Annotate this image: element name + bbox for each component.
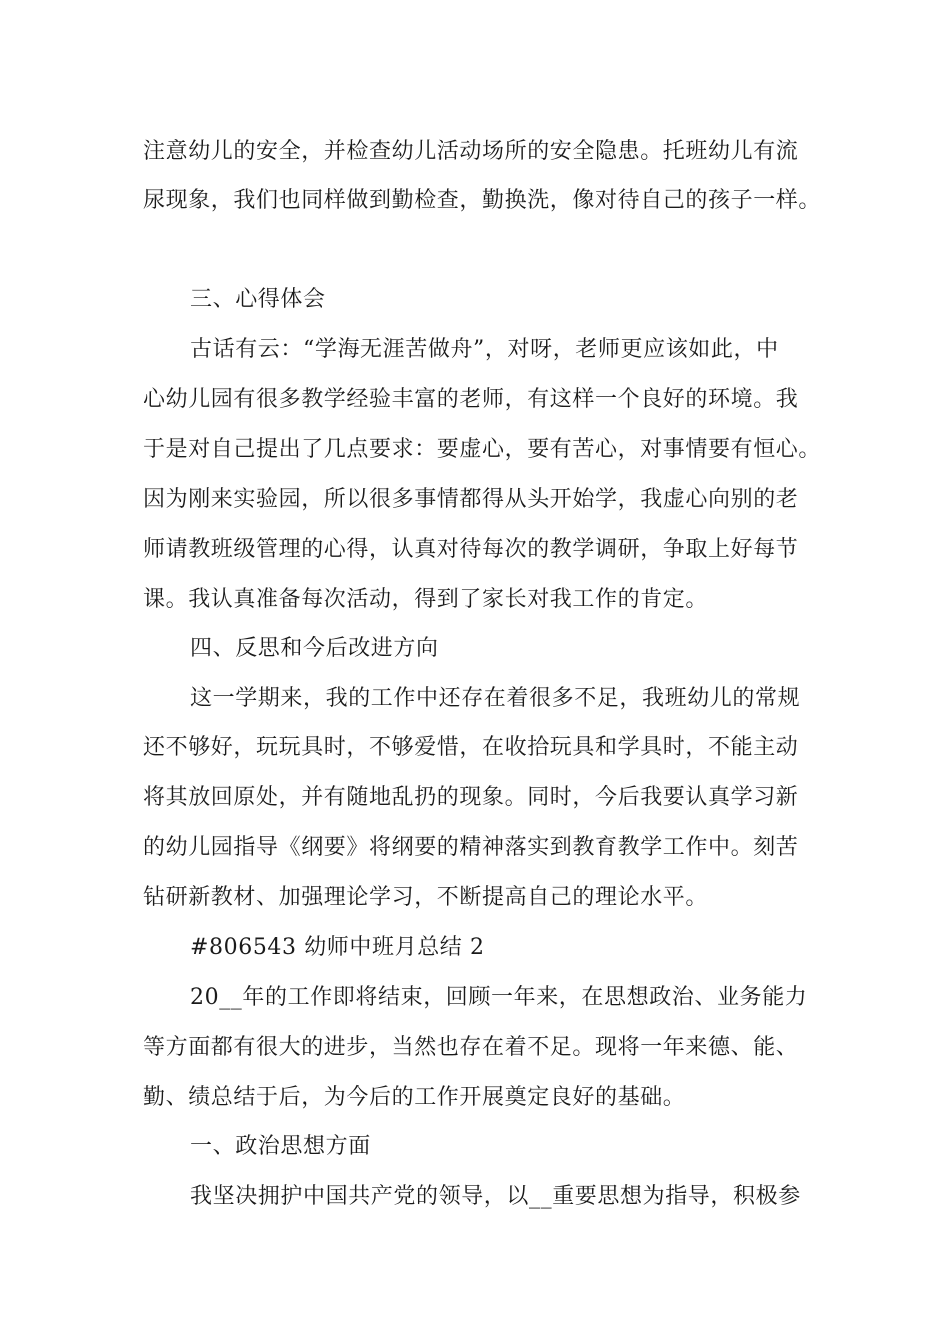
paragraph-line: 课。我认真准备每次活动，得到了家长对我工作的肯定。 [143,587,709,612]
paragraph-line: 我坚决拥护中国共产党的领导，以__重要思想为指导，积极参 [190,1184,801,1209]
section-heading: 一、政治思想方面 [190,1134,371,1159]
paragraph-line: 20__年的工作即将结束，回顾一年来，在思想政治、业务能力 [190,985,808,1010]
paragraph-line: 古话有云：“学海无涯苦做舟”，对呀，老师更应该如此，中 [190,337,779,362]
article-title: #806543 幼师中班月总结 2 [190,935,485,960]
paragraph-line: 注意幼儿的安全，并检查幼儿活动场所的安全隐患。托班幼儿有流 [143,139,799,164]
paragraph-line: 的幼儿园指导《纲要》将纲要的精神落实到教育教学工作中。刻苦 [143,835,799,860]
paragraph-line: 师请教班级管理的心得，认真对待每次的教学调研，争取上好每节 [143,537,799,562]
paragraph-line: 等方面都有很大的进步，当然也存在着不足。现将一年来德、能、 [143,1035,799,1060]
paragraph-line: 于是对自己提出了几点要求：要虚心，要有苦心，对事情要有恒心。 [143,437,822,462]
paragraph-line: 心幼儿园有很多教学经验丰富的老师，有这样一个良好的环境。我 [143,387,799,412]
paragraph-line: 尿现象，我们也同样做到勤检查，勤换洗，像对待自己的孩子一样。 [143,188,822,213]
paragraph-line: 因为刚来实验园，所以很多事情都得从头开始学，我虚心向别的老 [143,487,799,512]
paragraph-line: 这一学期来，我的工作中还存在着很多不足，我班幼儿的常规 [190,686,801,711]
section-heading: 四、反思和今后改进方向 [190,636,439,661]
section-heading: 三、心得体会 [190,287,326,312]
paragraph-line: 勤、绩总结于后，为今后的工作开展奠定良好的基础。 [143,1085,686,1110]
paragraph-line: 将其放回原处，并有随地乱扔的现象。同时，今后我要认真学习新 [143,785,799,810]
paragraph-line: 钻研新教材、加强理论学习，不断提高自己的理论水平。 [143,885,709,910]
paragraph-line: 还不够好，玩玩具时，不够爱惜，在收拾玩具和学具时，不能主动 [143,735,799,760]
